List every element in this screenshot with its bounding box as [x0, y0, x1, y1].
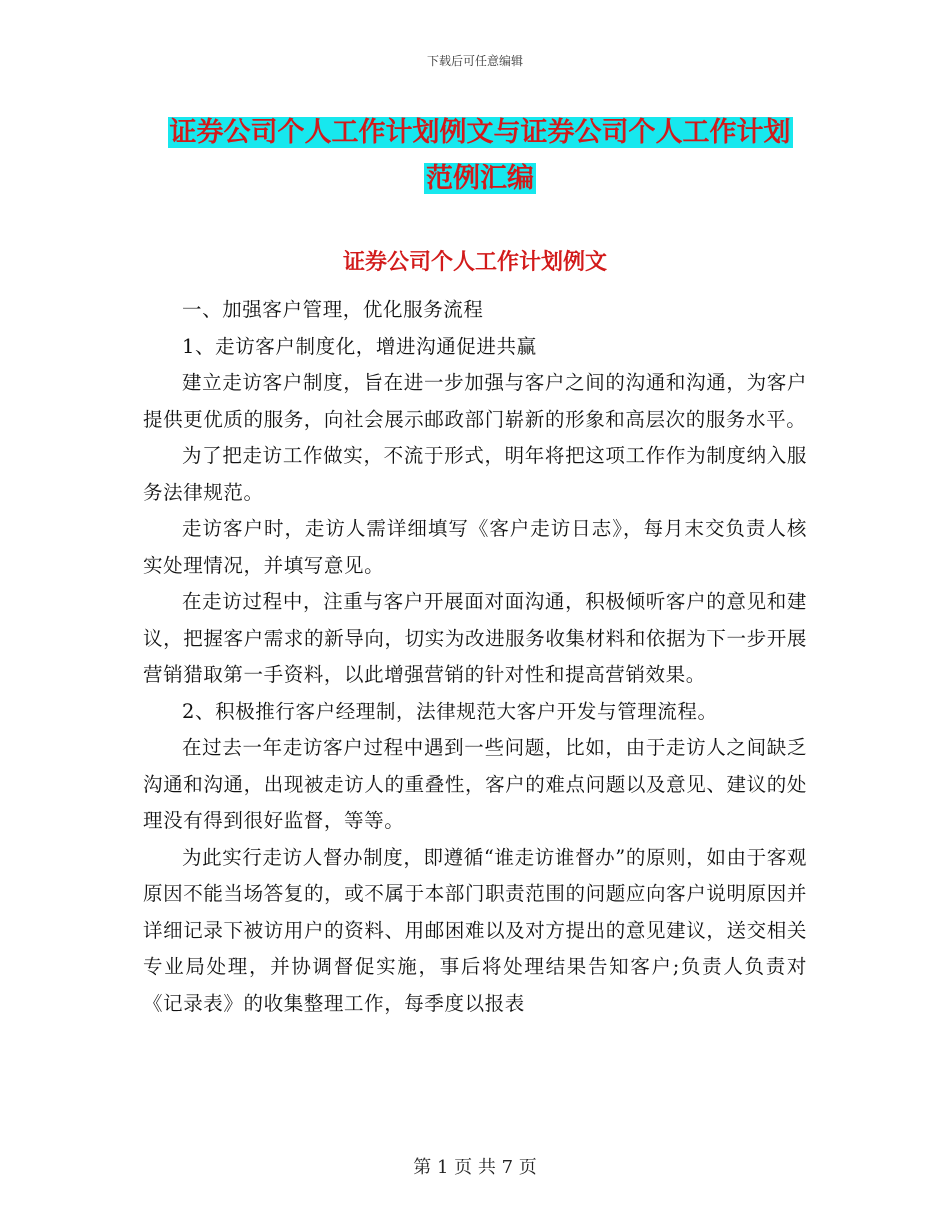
- paragraph: 在走访过程中，注重与客户开展面对面沟通，积极倾听客户的意见和建议，把握客户需求的新导向，切实为改进服务收集材料和依据为下一步开展营销猎取第一手资料，以此增强营销的针对性和提高营销效果。: [143, 590, 807, 686]
- page-number: 第 1 页 共 7 页: [413, 1157, 537, 1178]
- section-title: 证券公司个人工作计划例文: [342, 250, 607, 275]
- paragraph: 走访客户时，走访人需详细填写《客户走访日志》，每月末交负责人核实处理情况，并填写意见。: [143, 517, 807, 577]
- document-title-line-1: 证券公司个人工作计划例文与证券公司个人工作计划: [169, 117, 791, 148]
- paragraph: 为了把走访工作做实，不流于形式，明年将把这项工作作为制度纳入服务法律规范。: [143, 444, 807, 504]
- paragraph: 为此实行走访人督办制度，即遵循“谁走访谁督办”的原则，如由于客观原因不能当场答复的，或不属于本部门职责范围的问题应向客户说明原因并详细记录下被访用户的资料、用邮困难以及对方提出的意见建议，送交相关专业局处理，并协调督促实施，事后将处理结果告知客户;负责人负责对《记录表》的收集整理工作，每季度以报表: [143, 845, 807, 1015]
- document-title-line-2: 范例汇编: [426, 163, 534, 194]
- paragraph: 建立走访客户制度，旨在进一步加强与客户之间的沟通和沟通，为客户提供更优质的服务，向社会展示邮政部门崭新的形象和高层次的服务水平。: [143, 371, 807, 431]
- body-text: [143, 292, 807, 1022]
- page-header: 下载后可任意编辑: [426, 54, 523, 68]
- paragraph: 在过去一年走访客户过程中遇到一些问题，比如，由于走访人之间缺乏沟通和沟通，出现被走访人的重叠性，客户的难点问题以及意见、建议的处理没有得到很好监督，等等。: [143, 736, 807, 832]
- paragraph: 1、走访客户制度化，增进沟通促进共赢: [182, 334, 537, 358]
- paragraph: 2、积极推行客户经理制，法律规范大客户开发与管理流程。: [182, 699, 718, 723]
- document-title: [140, 110, 820, 202]
- paragraph: 一、加强客户管理，优化服务流程: [182, 298, 484, 321]
